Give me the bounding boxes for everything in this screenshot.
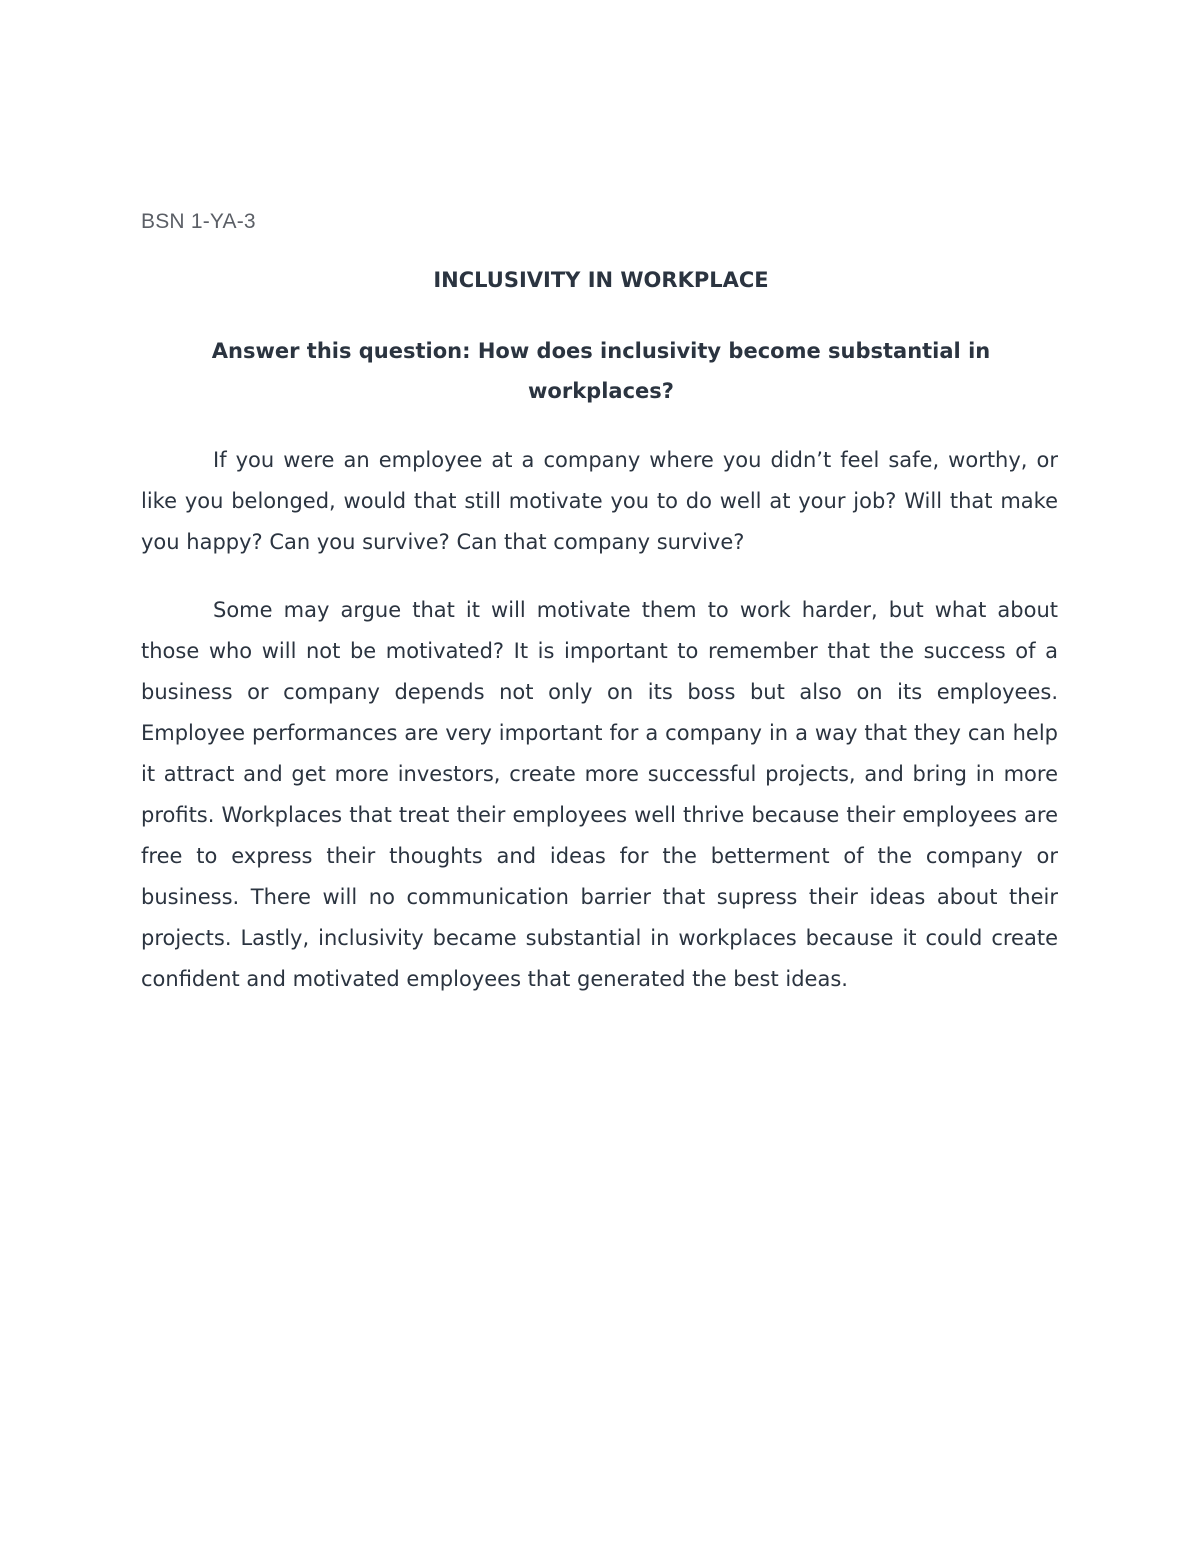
document-title: INCLUSIVITY IN WORKPLACE: [433, 268, 769, 292]
question-heading: Answer this question: How does inclusivity become substantial in workplaces?: [211, 339, 991, 403]
section-label: BSN 1-YA-3: [141, 210, 256, 233]
body-paragraph-2: Some may argue that it will motivate them to work harder, but what about those who will not be motivated? It is important to remember that the success of a business or company depends not only on its boss but also on its employees. Employee performances are very important for a company in a way that they can help it attract and get more investors, create more successful projects, and bring in more profits. Workplaces that treat their employees well thrive because their employees are free to express their thoughts and ideas for the betterment of the company or business. There will no communication barrier that supress their ideas about their projects. Lastly, inclusivity became substantial in workplaces because it could create confident and motivated employees that generated the best ideas.: [141, 598, 1058, 991]
body-paragraph-1: If you were an employee at a company where you didn’t feel safe, worthy, or like you belonged, would that still motivate you to do well at your job? Will that make you happy? Can you survive? Can that company survive?: [141, 448, 1058, 554]
